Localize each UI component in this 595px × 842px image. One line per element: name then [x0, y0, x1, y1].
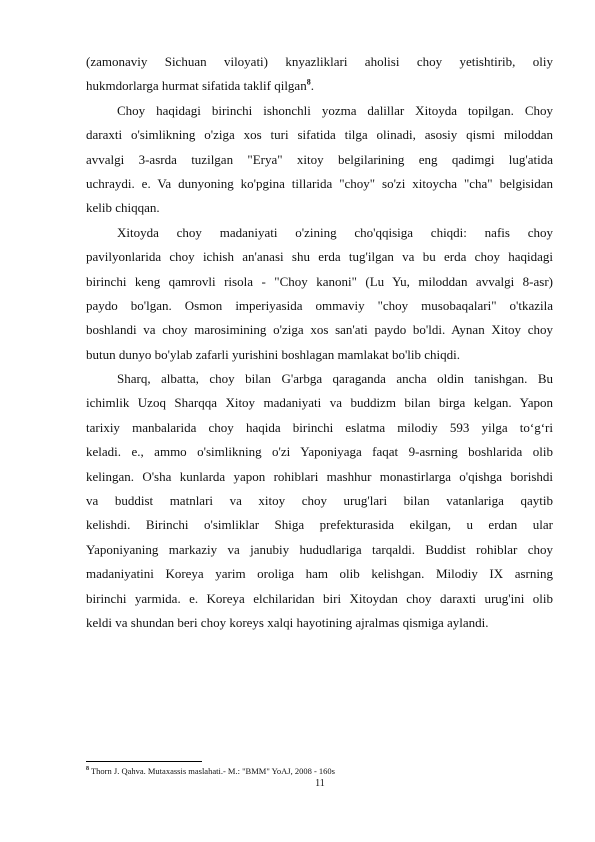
page-number: 11 — [315, 778, 325, 789]
footnote-number: 8 — [86, 766, 89, 773]
text-line: daraxti o'simlikning o'ziga xos turi sifatida tilga olinadi, asosiy qismi miloddan — [86, 127, 553, 143]
text-line-content: hukmdorlarga hurmat sifatida taklif qilgan — [86, 78, 307, 94]
text-line: ichimlik Uzoq Sharqqa Xitoy madaniyati va buddizm bilan birga kelgan. Yapon — [86, 395, 553, 411]
text-line: kelingan. O'sha kunlarda yapon rohiblari mashhur monastirlarga o'qishga borishdi — [86, 468, 553, 484]
text-line: (zamonaviy Sichuan viloyati) knyazliklari aholisi choy yetishtirib, oliy — [86, 54, 553, 69]
text-line: kelishdi. Birinchi o'simliklar Shiga prefekturasida ekilgan, u erdan ular — [86, 517, 553, 533]
text-line: Choy haqidagi birinchi ishonchli yozma dalillar Xitoyda topilgan. Choy — [117, 102, 553, 118]
text-line: keldi va shundan beri choy koreys xalqi hayotining ajralmas qismiga aylandi. — [86, 614, 489, 630]
text-line: kelib chiqqan. — [86, 200, 160, 216]
text-line: birinchi keng qamrovli risola - "Choy kanoni" (Lu Yu, miloddan avvalgi 8-asr) — [86, 273, 553, 289]
text-line: birinchi yarmida. e. Koreya elchilaridan biri Xitoydan choy daraxti urug'ini olib — [86, 590, 553, 606]
text-line: boshlandi va choy marosimining o'ziga xos san'ati paydo bo'ldi. Aynan Xitoy choy — [86, 322, 553, 338]
text-line: keladi. e., ammo o'simlikning o'zi Yaponiyaga faqat 9-asrning boshlarida olib — [86, 444, 553, 460]
text-line: tarixiy manbalarida choy haqida birinchi eslatma milodiy 593 yilga to‘g‘ri — [86, 419, 553, 435]
text-line: Yaponiyaning markaziy va janubiy hududlariga tarqaldi. Buddist rohiblar choy — [86, 541, 553, 557]
text-line: madaniyatini Koreya yarim oroliga ham olib kelishgan. Milodiy IX asrning — [86, 566, 553, 582]
text-line: Xitoyda choy madaniyati o'zining cho'qqisiga chiqdi: nafis choy — [117, 224, 553, 240]
text-line: uchraydi. e. Va dunyoning ko'pgina tillarida "choy" so'zi xitoycha "cha" belgisidan — [86, 175, 553, 191]
text-line: paydo bo'lgan. Osmon imperiyasida ommaviy "choy musobaqalari" o'tkazila — [86, 297, 553, 313]
footnote-reference: 8 — [306, 78, 311, 88]
text-line: hukmdorlarga hurmat sifatida taklif qilgan$^8$. — [86, 78, 314, 94]
footnote-text: Thorn J. Qahva. Mutaxassis maslahati.- M.: "BMM" YoAJ, 2008 - 160s — [90, 766, 335, 776]
text-line: butun dunyo bo'ylab zafarli yurishini boshlagan mamlakat bo'lib chiqdi. — [86, 346, 461, 362]
footnote-divider — [86, 761, 202, 762]
text-line: Sharq, albatta, choy bilan G'arbga qaraganda ancha oldin tanishgan. Bu — [117, 371, 553, 387]
text-line: va buddist matnlari va xitoy choy urug'lari bilan vatanlariga qaytib — [86, 493, 553, 509]
text-line: pavilyonlarida choy ichish an'anasi shu erda tug'ilgan va bu erda choy haqidagi — [86, 249, 553, 265]
text-line: avvalgi 3-asrda tuzilgan "Erya" xitoy belgilarining eng qadimgi lug'atida — [86, 151, 553, 167]
footnote — [86, 766, 335, 776]
body-text — [86, 50, 553, 635]
